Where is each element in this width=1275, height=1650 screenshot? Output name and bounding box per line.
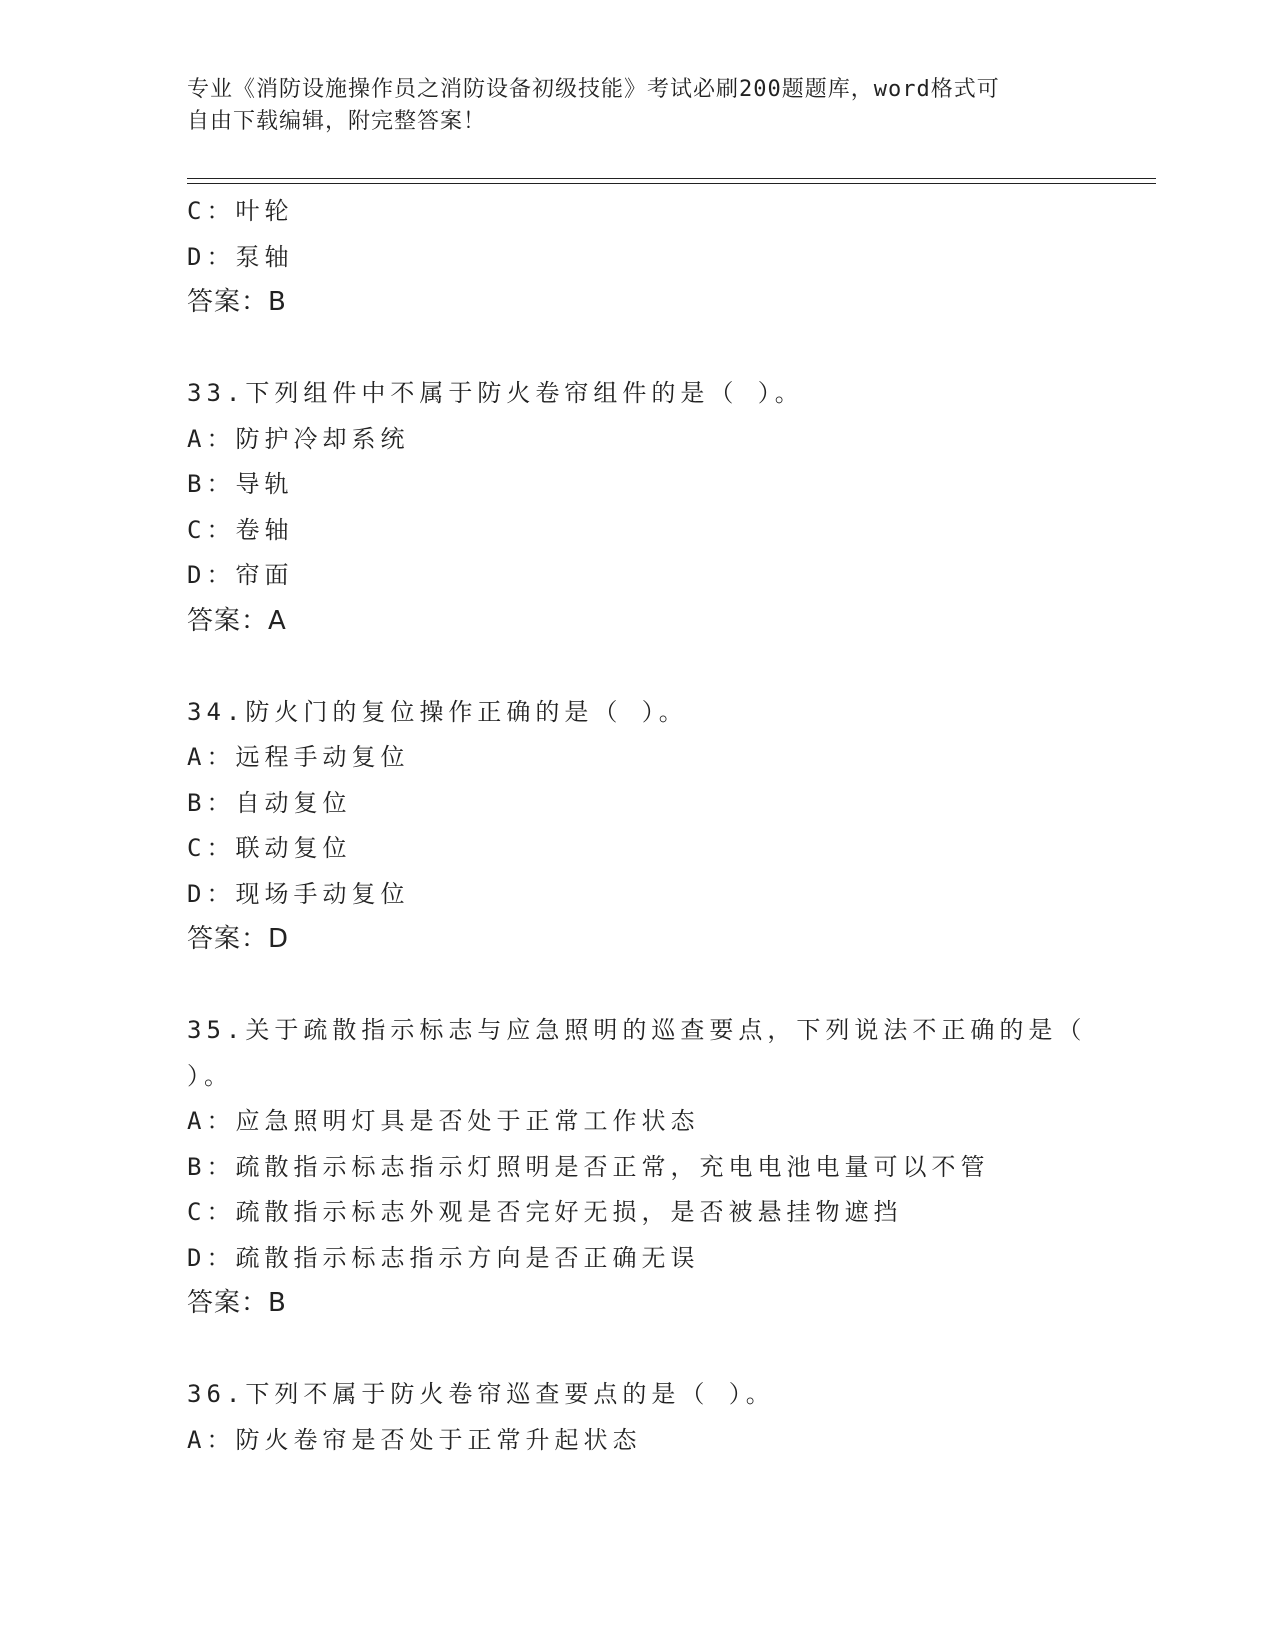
- question-32-continued: [187, 189, 1087, 326]
- question-stem-line-1: 35.关于疏散指示标志与应急照明的巡查要点，下列说法不正确的是（: [187, 1016, 1087, 1044]
- question-stem: 34.防火门的复位操作正确的是（ ）。: [187, 697, 688, 726]
- option-d: D：泵轴: [187, 242, 294, 271]
- spacer: [187, 963, 1087, 1009]
- header-line-2: 自由下载编辑，附完整答案！: [187, 109, 487, 134]
- question-35: [187, 1008, 1087, 1327]
- spacer: [187, 326, 1087, 372]
- question-36: [187, 1372, 1087, 1463]
- question-34: [187, 690, 1087, 963]
- option-c: C：联动复位: [187, 834, 352, 862]
- option-a: A：远程手动复位: [187, 743, 410, 771]
- question-stem-line-2: ）。: [187, 1061, 233, 1090]
- answer-line: 答案：B: [187, 1288, 287, 1318]
- option-b: B：疏散指示标志指示灯照明是否正常，充电电池电量可以不管: [187, 1152, 990, 1181]
- answer-line: 答案：B: [187, 287, 287, 317]
- option-c: C：卷轴: [187, 515, 294, 544]
- question-stem: 36.下列不属于防火卷帘巡查要点的是（ ）。: [187, 1380, 775, 1408]
- question-33: [187, 371, 1087, 644]
- question-list: [187, 189, 1087, 1463]
- spacer: [187, 644, 1087, 690]
- header-line-1: 专业《消防设施操作员之消防设备初级技能》考试必刷200题题库，word格式可: [187, 77, 1000, 102]
- option-c: C：叶轮: [187, 197, 294, 225]
- option-d: D：现场手动复位: [187, 879, 410, 908]
- option-b: B：自动复位: [187, 788, 352, 817]
- answer-line: 答案：A: [187, 605, 287, 636]
- option-a: A：应急照明灯具是否处于正常工作状态: [187, 1107, 700, 1135]
- header-divider-bottom: [187, 183, 1156, 184]
- answer-line: 答案：D: [187, 924, 290, 954]
- document-header: [187, 74, 1067, 138]
- header-divider-top: [187, 178, 1156, 179]
- spacer: [187, 1327, 1087, 1373]
- option-c: C：疏散指示标志外观是否完好无损，是否被悬挂物遮挡: [187, 1198, 903, 1226]
- option-b: B：导轨: [187, 470, 294, 498]
- option-a: A：防护冷却系统: [187, 424, 410, 453]
- question-stem: 33.下列组件中不属于防火卷帘组件的是（ ）。: [187, 379, 804, 407]
- option-d: D：疏散指示标志指示方向是否正确无误: [187, 1243, 700, 1272]
- option-d: D：帘面: [187, 561, 294, 589]
- option-a: A：防火卷帘是否处于正常升起状态: [187, 1425, 642, 1454]
